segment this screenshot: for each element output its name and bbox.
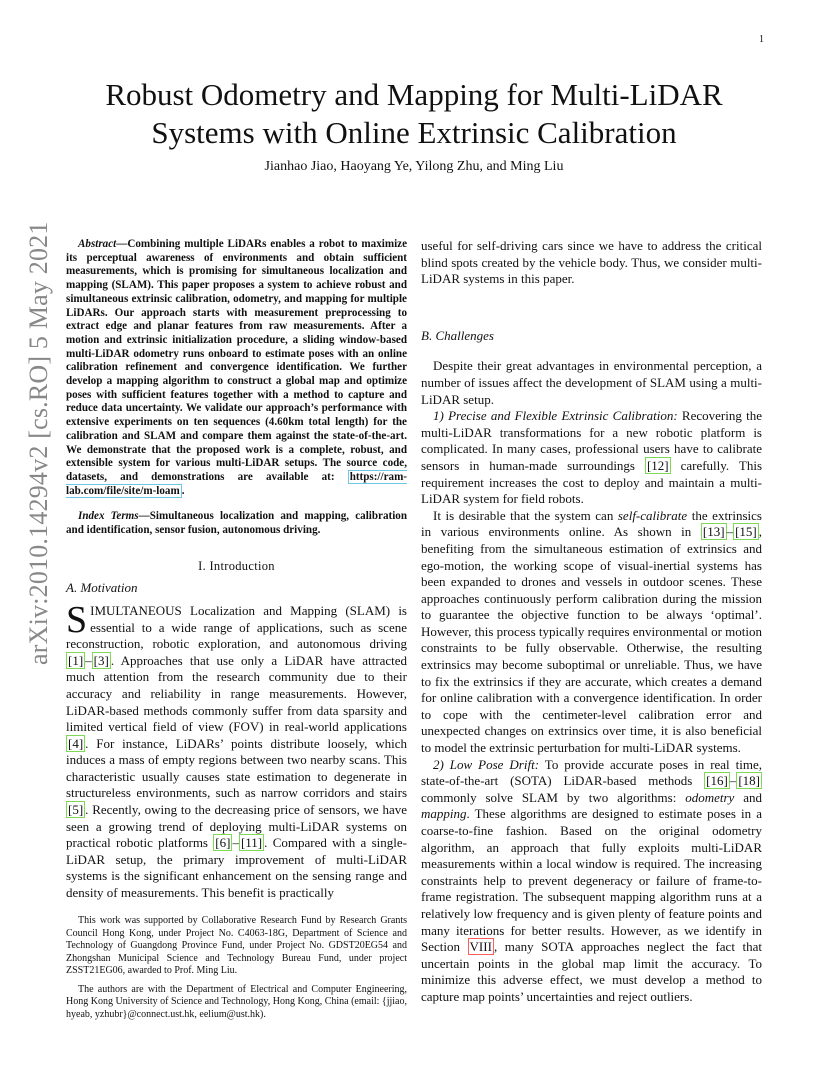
motivation-text-1: IMULTANEOUS Localization and Mapping (SLAM) is essential to a wide range of applications, such as scene reconstruction, robotic exploration, and autonomous driving xyxy=(66,602,407,652)
challenge-2-text-3: and xyxy=(734,789,762,805)
challenge-1-text-2: carefully. This requirement increases the cost to deploy and maintain a multi-LiDAR system for field robots. xyxy=(421,457,763,507)
challenge-pose-drift xyxy=(421,757,762,1006)
page-number: 1 xyxy=(759,34,764,45)
section-heading-introduction: I. Introduction xyxy=(198,558,275,573)
right-column xyxy=(421,238,762,1006)
left-column xyxy=(66,238,407,902)
title-line-2: Systems with Online Extrinsic Calibration xyxy=(151,115,677,150)
citation-ref-18[interactable]: [18] xyxy=(738,773,760,789)
challenge-2-emphasis-2: mapping xyxy=(421,806,467,822)
abstract-end: . xyxy=(181,484,185,497)
arxiv-identifier: arXiv:2010.14294v2 [cs.RO] 5 May 2021 xyxy=(24,221,53,665)
citation-ref-1[interactable]: [1] xyxy=(68,652,84,668)
motivation-text-2: . Approaches that use only a LiDAR have attracted much attention from the research community due to their accuracy and reliability in range measurements. However, LiDAR-based methods commonly suffer from data sparsity and limited vertical field of view (FOV) in real-world applications xyxy=(66,652,407,735)
subsection-heading-challenges: B. Challenges xyxy=(421,327,494,343)
citation-ref-3[interactable]: [3] xyxy=(93,652,109,668)
citation-ref-11[interactable]: [11] xyxy=(240,835,263,851)
footnotes xyxy=(66,915,407,1021)
challenge-1b-emphasis: self-calibrate xyxy=(617,507,688,523)
citation-ref-4[interactable]: [4] xyxy=(68,735,84,751)
abstract xyxy=(66,238,407,498)
footnote-funding: This work was supported by Collaborative Research Fund by Research Grants Council Hong Kong, under Project No. C4063-18G, Department of Science and Technology of Guangdong Province Fund, under Project No. GDST20EG54 and Zhongshan Municipal Science and Technology Bureau Fund, under project ZSST21EG06, awarded to Prof. Ming Liu. xyxy=(66,915,407,976)
challenge-2-text-5: , many SOTA approaches neglect the fact that uncertain points in the global map limit the accuracy. To minimize this adverse effect, we must develop a method to capture map points’ uncertainties and reject outliers. xyxy=(421,939,762,1004)
citation-ref-12[interactable]: [12] xyxy=(646,457,669,473)
challenge-2-dash: – xyxy=(729,773,737,789)
citation-ref-5[interactable]: [5] xyxy=(68,802,84,818)
motivation-text-4: . Recently, owing to the decreasing price of sensors, we have seen a growing trend of deploying multi-LiDAR systems on practical robotic platforms xyxy=(66,802,407,851)
abstract-lead: Abstract xyxy=(78,238,117,250)
index-terms-text: —Simultaneous localization and mapping, calibration and identification, sensor fusion, autonomous driving. xyxy=(66,510,407,537)
drop-cap: S xyxy=(66,598,88,641)
paper-title xyxy=(40,76,788,152)
challenge-1b-text-2: the extrinsics in various environments online. As shown in xyxy=(421,507,762,540)
challenge-1-text-1: Recovering the multi-LiDAR transformations for a new robotic platform is complicated. In many cases, professional users have to calibrate sensors in human-made surroundings xyxy=(421,408,762,473)
project-link[interactable]: https://ram-lab.com/file/site/m-loam xyxy=(66,470,407,497)
citation-ref-16[interactable]: [16] xyxy=(706,773,728,789)
challenge-calibration-continued xyxy=(421,508,762,757)
challenge-2-text-1: To provide accurate poses in real time, state-of-the-art (SOTA) LiDAR-based methods xyxy=(421,756,762,789)
challenge-calibration xyxy=(421,408,762,508)
challenge-2-emphasis-1: odometry xyxy=(685,789,735,805)
index-terms xyxy=(66,510,407,537)
citation-ref-6[interactable]: [6] xyxy=(215,835,231,851)
challenge-1-title: 1) Precise and Flexible Extrinsic Calibration: xyxy=(433,408,678,424)
abstract-text: —Combining multiple LiDARs enables a robot to maximize its perceptual awareness of environments and obtain sufficient measurements, which is promising for simultaneous localization and mapping (SLAM). This paper proposes a system to achieve robust and simultaneous extrinsic calibration, odometry, and mapping for multiple LiDARs. Our approach starts with measurement preprocessing to extract edge and planar features from raw measurements. After a motion and extrinsic initialization procedure, a sliding window-based multi-LiDAR odometry runs onboard to estimate poses with an online calibration refinement and convergence identification. We further develop a mapping algorithm to construct a global map and optimize poses with sufficient features together with a method to capture and reduce data uncertainty. We validate our approach’s performance with extensive experiments on ten sequences (4.60km total length) for the calibration and SLAM and compare them against the state-of-the-art. We demonstrate that the proposed work is a complete, robust, and extensible system for various multi-LiDAR setups. The source code, datasets, and demonstrations are available at: xyxy=(66,238,407,483)
challenge-2-text-4: . These algorithms are designed to estimate poses in a coarse-to-fine fashion. Based on the original odometry algorithm, an approach that fully exploits multi-LiDAR measurements within a local window is required. The increasing constraints help to prevent degeneracy or failure of frame-to-frame registration. The subsequent mapping algorithm runs at a relatively low frequency and is given plenty of feature points and many iterations for better results. However, as we identify in Section xyxy=(421,806,762,955)
motivation-paragraph xyxy=(66,598,407,902)
footnote-affiliation: The authors are with the Department of Electrical and Computer Engineering, Hong Kong University of Science and Technology, Hong Kong, China (email: {jjiao, hyeab, yzhubr}@connect.ust.hk, eelium@ust.hk). xyxy=(66,983,407,1020)
index-terms-lead: Index Terms xyxy=(78,510,139,523)
challenge-2-title: 2) Low Pose Drift: xyxy=(433,756,540,772)
motivation-dash-2: – xyxy=(232,835,239,851)
citation-ref-15[interactable]: [15] xyxy=(735,524,757,540)
title-line-1: Robust Odometry and Mapping for Multi-LiDAR xyxy=(105,77,723,112)
spacer xyxy=(421,288,762,322)
section-ref-viii[interactable]: VIII xyxy=(469,939,492,955)
author-list: Jianhao Jiao, Haoyang Ye, Yilong Zhu, and Ming Liu xyxy=(264,159,564,174)
motivation-dash-1: – xyxy=(85,652,92,668)
challenge-1b-dash: – xyxy=(726,524,734,540)
motivation-continued: useful for self-driving cars since we have to address the critical blind spots created by the vehicle body. Thus, we consider multi-LiDAR systems in this paper. xyxy=(421,238,762,287)
challenge-1b-text-1: It is desirable that the system can xyxy=(433,507,618,523)
subsection-heading-motivation: A. Motivation xyxy=(66,580,138,596)
motivation-text-5: . Compared with a single-LiDAR setup, the primary improvement of multi-LiDAR systems is the significant enhancement on the sensing range and density of measurements. This benefit is practically xyxy=(66,835,407,901)
motivation-text-3: . For instance, LiDARs’ points distribute loosely, which induces a mass of empty regions between two nearby scans. This characteristic usually causes state estimation to degenerate in structureless environments, such as narrow corridors and stairs xyxy=(66,735,407,801)
challenge-2-text-2: commonly solve SLAM by two algorithms: xyxy=(421,789,686,805)
challenges-intro: Despite their great advantages in environmental perception, a number of issues affect the development of SLAM using a multi-LiDAR setup. xyxy=(421,358,762,407)
challenge-1b-text-3: , benefiting from the simultaneous estimation of extrinsics and ego-motion, the working scope of visual-inertial systems has been expanded to drones and vessels in outdoor scenes. These approaches continuously perform calibration during the mission to guarantee the objective function to be always ‘optimal’. However, this process typically requires environmental or motion constraints to be fully observable. Otherwise, the resulting extrinsics may become suboptimal or unreliable. Thus, we have to fix the extrinsics if they are accurate, which creates a demand for online calibration with a convergence identification. In order to cope with the centimeter-level calibration error and unexpected changes on extrinsics over time, it is also beneficial to model the extrinsic perturbation for multi-LiDAR systems. xyxy=(421,524,763,756)
citation-ref-13[interactable]: [13] xyxy=(702,524,725,540)
